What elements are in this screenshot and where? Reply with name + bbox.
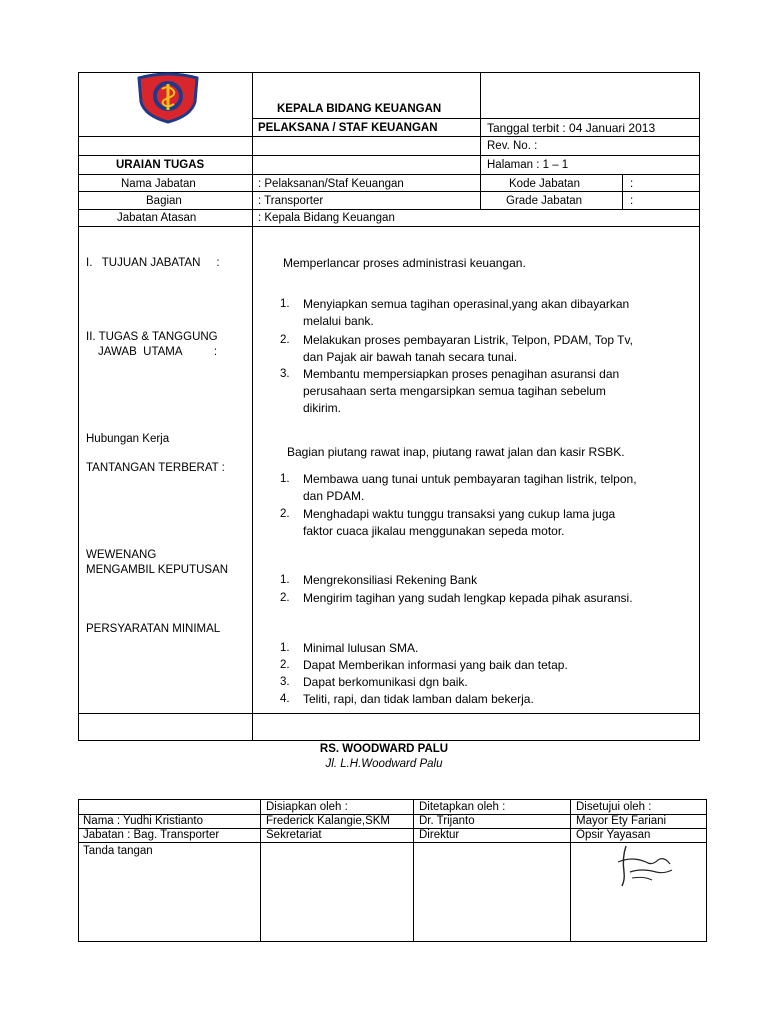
approver-name: Dr. Trijanto xyxy=(419,815,475,827)
list-item: Menghadapi waktu tunggu transaksi yang cukup lama juga xyxy=(303,507,616,521)
list-item: Mengrekonsiliasi Rekening Bank xyxy=(303,573,478,587)
agreer-name: Mayor Ety Fariani xyxy=(576,815,667,827)
list-item: Membawa uang tunai untuk pembayaran tagihan listrik, telpon, xyxy=(303,472,637,486)
hospital-logo xyxy=(133,72,203,124)
rev-no: Rev. No. : xyxy=(487,140,538,152)
hubungan-kerja-value: Bagian piutang rawat inap, piutang rawat jalan dan kasir RSBK. xyxy=(287,445,625,459)
issue-date: Tanggal terbit : 04 Januari 2013 xyxy=(487,121,656,135)
list-number: 2. xyxy=(280,508,290,520)
position-title: PELAKSANA / STAF KEUANGAN xyxy=(258,122,438,134)
agreer-position: Opsir Yayasan xyxy=(576,829,651,841)
sign-header-agreed: Disetujui oleh : xyxy=(576,801,652,813)
dept-head-title: KEPALA BIDANG KEUANGAN xyxy=(277,103,442,115)
nama-jabatan-value: : Pelaksanan/Staf Keuangan xyxy=(258,178,404,190)
tantangan-label: TANTANGAN TERBERAT : xyxy=(86,462,225,474)
list-item-cont: dan Pajak air bawah tanah secara tunai. xyxy=(303,350,518,364)
list-number: 1. xyxy=(280,298,290,310)
list-item-cont: perusahaan serta mengarsipkan semua tagihan sebelum xyxy=(303,384,606,398)
wewenang-label-line1: WEWENANG xyxy=(86,549,157,561)
approver-position: Direktur xyxy=(419,829,460,841)
page-number: Halaman : 1 – 1 xyxy=(487,159,569,171)
sign-header-prepared: Disiapkan oleh : xyxy=(266,801,348,813)
list-item: Minimal lulusan SMA. xyxy=(303,641,419,655)
kode-jabatan-label: Kode Jabatan xyxy=(509,178,580,190)
hospital-address: Jl. L.H.Woodward Palu xyxy=(325,758,443,770)
list-item-cont: faktor cuaca jikalau menggunakan sepeda motor. xyxy=(303,524,565,538)
preparer-position: Sekretariat xyxy=(266,829,322,841)
kode-jabatan-colon: : xyxy=(630,178,634,190)
grade-jabatan-label: Grade Jabatan xyxy=(506,195,583,207)
signature-label: Tanda tangan xyxy=(83,845,153,857)
list-number: 2. xyxy=(280,659,290,671)
employee-position: Jabatan : Bag. Transporter xyxy=(83,829,220,841)
tujuan-jabatan-value: Memperlancar proses administrasi keuangan. xyxy=(283,256,526,270)
list-number: 3. xyxy=(280,368,290,380)
bagian-label: Bagian xyxy=(146,195,182,207)
list-item: Dapat Memberikan informasi yang baik dan tetap. xyxy=(303,658,568,672)
jabatan-atasan-label: Jabatan Atasan xyxy=(117,212,197,224)
list-number: 1. xyxy=(280,642,290,654)
list-item: Dapat berkomunikasi dgn baik. xyxy=(303,675,468,689)
tujuan-jabatan-label: I. TUJUAN JABATAN : xyxy=(86,257,220,269)
list-item-cont: melalui bank. xyxy=(303,314,374,328)
grade-jabatan-colon: : xyxy=(630,195,634,207)
list-number: 4. xyxy=(280,693,290,705)
employee-name: Nama : Yudhi Kristianto xyxy=(83,815,203,827)
list-number: 1. xyxy=(280,473,290,485)
list-item-cont: dan PDAM. xyxy=(303,489,365,503)
sign-header-approved-by: Ditetapkan oleh : xyxy=(419,801,506,813)
list-number: 1. xyxy=(280,574,290,586)
hubungan-kerja-label: Hubungan Kerja xyxy=(86,433,170,445)
list-item-cont: dikirim. xyxy=(303,401,341,415)
persyaratan-label: PERSYARATAN MINIMAL xyxy=(86,623,221,635)
list-number: 2. xyxy=(280,334,290,346)
handwritten-signature xyxy=(612,842,682,890)
list-item: Teliti, rapi, dan tidak lamban dalam bekerja. xyxy=(303,692,534,706)
nama-jabatan-label: Nama Jabatan xyxy=(121,178,196,190)
list-item: Menyiapkan semua tagihan operasinal,yang akan dibayarkan xyxy=(303,297,630,311)
tugas-label-line2: JAWAB UTAMA : xyxy=(98,346,218,358)
list-number: 3. xyxy=(280,676,290,688)
preparer-name: Frederick Kalangie,SKM xyxy=(266,815,390,827)
list-item: Melakukan proses pembayaran Listrik, Telpon, PDAM, Top Tv, xyxy=(303,333,633,347)
jabatan-atasan-value: : Kepala Bidang Keuangan xyxy=(258,212,395,224)
hospital-name: RS. WOODWARD PALU xyxy=(319,743,449,755)
bagian-value: : Transporter xyxy=(258,195,324,207)
tugas-label-line1: II. TUGAS & TANGGUNG xyxy=(86,331,218,343)
list-item: Membantu mempersiapkan proses penagihan asuransi dan xyxy=(303,367,620,381)
list-number: 2. xyxy=(280,592,290,604)
list-item: Mengirim tagihan yang sudah lengkap kepada pihak asuransi. xyxy=(303,591,633,605)
wewenang-label-line2: MENGAMBIL KEPUTUSAN xyxy=(86,564,229,576)
uraian-tugas-label: URAIAN TUGAS xyxy=(116,159,205,171)
